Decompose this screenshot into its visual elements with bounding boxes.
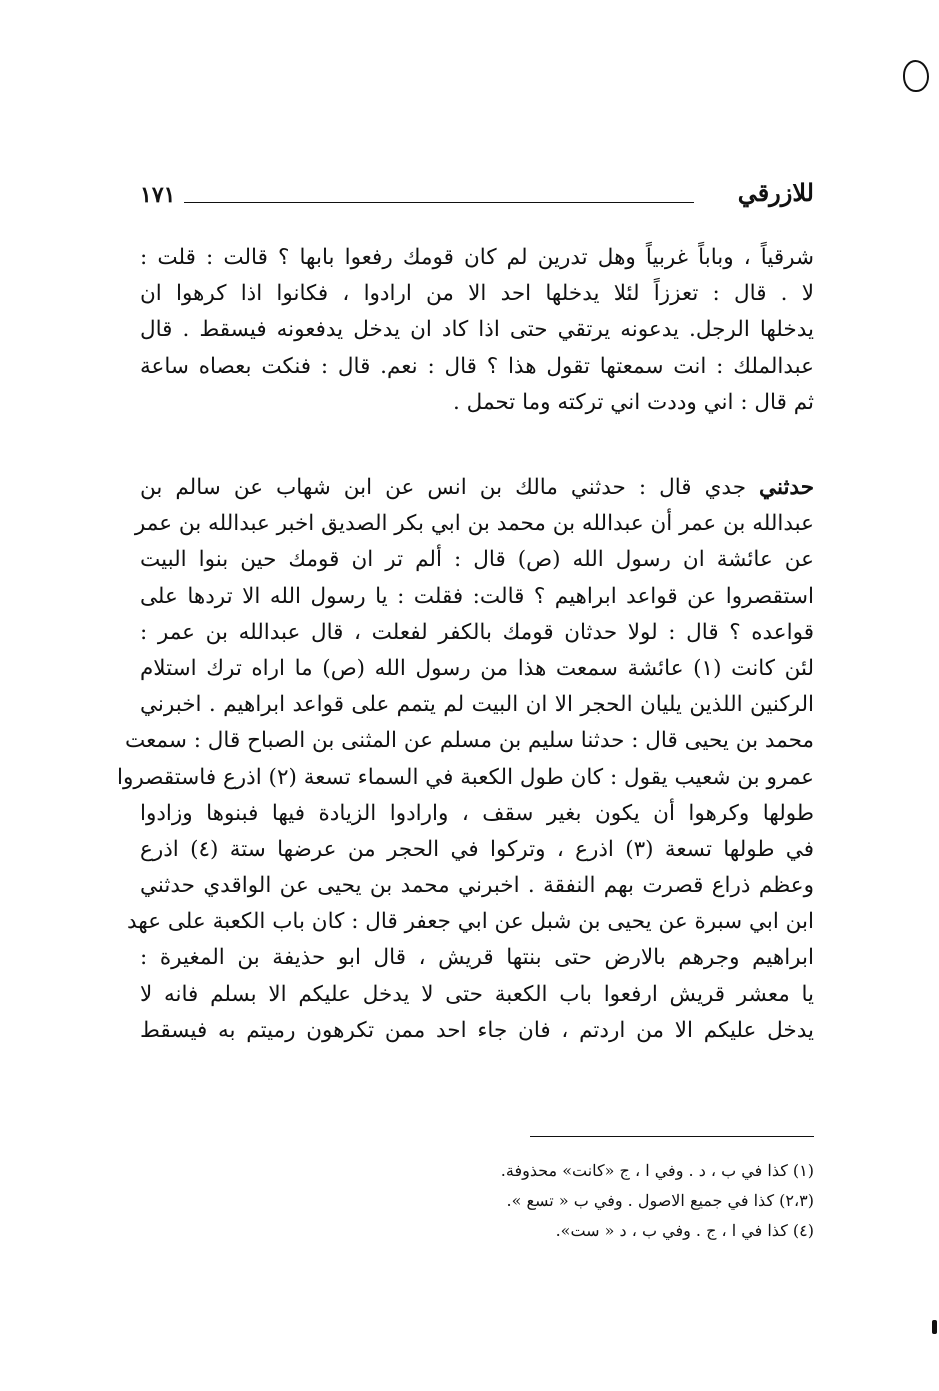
text-line: يدخل عليكم الا من اردتم ، فان جاء احد ممن تكرهون رميتم به فيسقط	[140, 1017, 814, 1043]
text-line: وعظم ذراع قصرت بهم النفقة . اخبرني محمد بن يحيى عن الواقدي حدثني	[140, 873, 814, 899]
text-line: شرقياً ، وباباً غربياً وهل تدرين لم كان قومك رفعوا بابها ؟ قالت : قلت :	[140, 245, 814, 270]
lead-word: حدثني	[759, 475, 814, 500]
text-line: ابن ابي سبرة عن يحيى بن شبل عن ابي جعفر قال : كان باب الكعبة على عهد	[127, 909, 814, 935]
text-line: الركنين اللذين يليان الحجر الا ان البيت لم يتمم على قواعد ابراهيم . اخبرني	[140, 692, 814, 718]
footnotes	[300, 1156, 814, 1246]
text-line: محمد بن يحيى قال : حدثنا سليم بن مسلم عن المثنى بن الصباح قال : سمعت	[124, 728, 814, 754]
text-line: ثم قال : اني وددت اني تركته وما تحمل .	[453, 389, 814, 415]
text-line: لا . قال : تعززاً لئلا يدخلها احد الا من ارادوا ، فكانوا اذا كرهوا ان	[140, 281, 814, 307]
text-line-first	[140, 470, 814, 506]
edge-mark	[932, 1320, 937, 1334]
text-line: عبدالملك : انت سمعتها تقول هذا ؟ قال : نعم. قال : فنكت بعصاه ساعة	[140, 353, 814, 379]
page-number: ١٧١	[140, 182, 176, 208]
footnote: (٢،٣) كذا في جميع الاصول . وفي ب « تسع ».	[506, 1191, 814, 1210]
text-line: يا معشر قريش ارفعوا باب الكعبة حتى لا يدخل عليكم الا بسلم فانه لا	[140, 981, 814, 1007]
margin-mark	[903, 60, 929, 92]
text-line: عبدالله بن عمر أن عبدالله بن محمد بن ابي بكر الصديق اخبر عبدالله بن عمر	[134, 511, 814, 537]
text-line: في طولها تسعة (٣) اذرع ، وتركوا في الحجر من عرضها ستة (٤) اذرع	[140, 836, 814, 862]
text-line: استقصروا عن قواعد ابراهيم ؟ قالت: فقلت : يا رسول الله الا تردها على	[140, 583, 814, 609]
text-line: قواعده ؟ قال : لولا حدثان قومك بالكفر لفعلت ، قال عبدالله بن عمر :	[140, 619, 814, 645]
footnote-rule	[530, 1136, 814, 1137]
text-line: يدخلها الرجل. يدعونه يرتقي حتى اذا كاد ان يدخل يدفعونه فيسقط . قال	[140, 317, 814, 343]
footnote: (٤) كذا في ا ، ج . وفي ب ، د « ست».	[555, 1221, 814, 1240]
text-line: ابراهيم وجرهم بالارض حتى بنتها قريش ، قال ابو حذيفة بن المغيرة :	[140, 945, 814, 971]
first-line-text: جدي قال : حدثني مالك بن انس عن ابن شهاب عن سالم بن	[140, 475, 760, 500]
footnote: (١) كذا في ب ، د . وفي ا ، ج «كانت» محذوفة.	[500, 1161, 814, 1180]
text-line: طولها وكرهوا أن يكون بغير سقف ، وارادوا الزيادة فيها فبنوها وزادوا	[140, 800, 814, 826]
header-rule	[184, 202, 694, 203]
text-line: عمرو بن شعيب يقول : كان طول الكعبة في السماء تسعة (٢) اذرع فاستقصروا	[117, 764, 814, 790]
text-line: لئن كانت (١) عائشة سمعت هذا من رسول الله (ص) ما اراه ترك استلام	[140, 655, 814, 681]
running-title: للازرقي	[737, 178, 814, 207]
paragraph-2	[117, 470, 814, 1049]
text-line: عن عائشة ان رسول الله (ص) قال : ألم تر ان قومك حين بنوا البيت	[140, 547, 814, 573]
running-header	[140, 178, 814, 218]
paragraph-1	[140, 240, 814, 421]
